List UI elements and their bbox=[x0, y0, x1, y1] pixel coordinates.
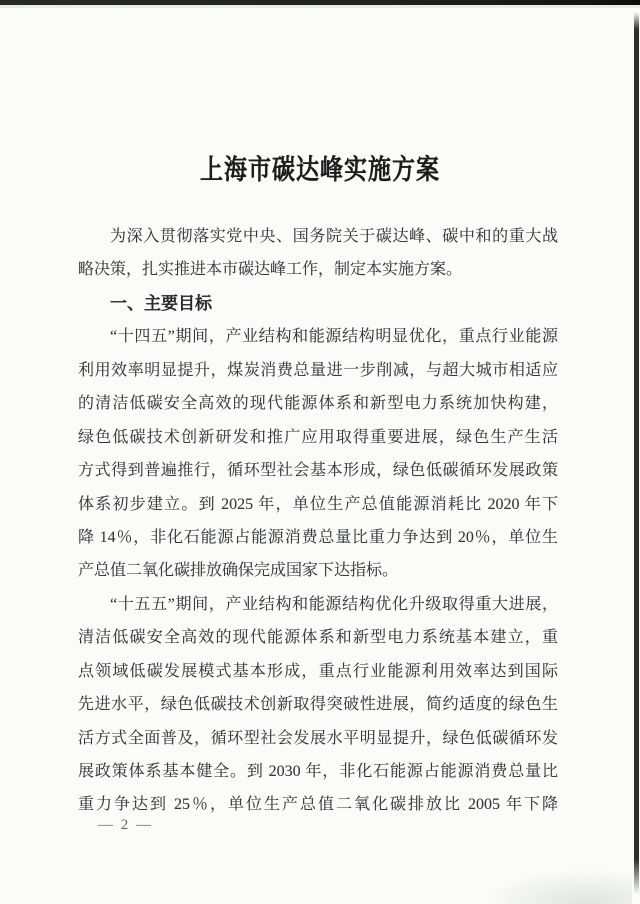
body-line: 清洁低碳安全高效的现代能源体系和新型电力系统基本建立，重 bbox=[78, 629, 558, 647]
body-line: 活方式全面普及，循环型社会发展水平明显提升，绿色低碳循环发 bbox=[78, 729, 558, 747]
page-number: — 2 — bbox=[98, 817, 153, 833]
body-line: 为深入贯彻落实党中央、国务院关于碳达峰、碳中和的重大战 bbox=[110, 228, 558, 245]
body-line: 降 14％，非化石能源占能源消费总量比重力争达到 20％，单位生 bbox=[78, 528, 558, 546]
body-line: 先进水平，绿色低碳技术创新取得突破性进展，简约适度的绿色生 bbox=[78, 696, 558, 714]
body-line: 绿色低碳技术创新研发和推广应用取得重要进展，绿色生产生活 bbox=[78, 428, 558, 446]
body-line: 展政策体系基本健全。到 2030 年，非化石能源占能源消费总量比 bbox=[78, 763, 558, 780]
section-heading-main-goals: 一、主要目标 bbox=[110, 293, 212, 313]
body-line: 略决策，扎实推进本市碳达峰工作，制定本实施方案。 bbox=[78, 261, 463, 279]
document-title: 上海市碳达峰实施方案 bbox=[200, 155, 440, 185]
body-line: 利用效率明显提升，煤炭消费总量进一步削减，与超大城市相适应 bbox=[78, 361, 558, 379]
body-line: 方式得到普遍推行，循环型社会基本形成，绿色低碳循环发展政策 bbox=[78, 462, 558, 480]
scan-edge-top-shade bbox=[0, 5, 640, 8]
scan-smudge bbox=[482, 868, 632, 904]
body-line: 重力争达到 25％，单位生产总值二氧化碳排放比 2005 年下降 bbox=[78, 796, 558, 814]
body-line: 的清洁低碳安全高效的现代能源体系和新型电力系统加快构建， bbox=[78, 395, 558, 413]
body-line: “十四五”期间，产业结构和能源结构明显优化，重点行业能源 bbox=[110, 328, 558, 346]
body-line: “十五五”期间，产业结构和能源结构优化升级取得重大进展， bbox=[110, 595, 558, 613]
body-line: 体系初步建立。到 2025 年，单位生产总值能源消耗比 2020 年下 bbox=[78, 495, 558, 513]
body-line: 点领域低碳发展模式基本形成，重点行业能源利用效率达到国际 bbox=[78, 662, 558, 680]
scan-edge-right bbox=[634, 12, 639, 894]
document-body bbox=[78, 220, 558, 822]
body-line: 产总值二氧化碳排放确保完成国家下达指标。 bbox=[78, 562, 399, 580]
